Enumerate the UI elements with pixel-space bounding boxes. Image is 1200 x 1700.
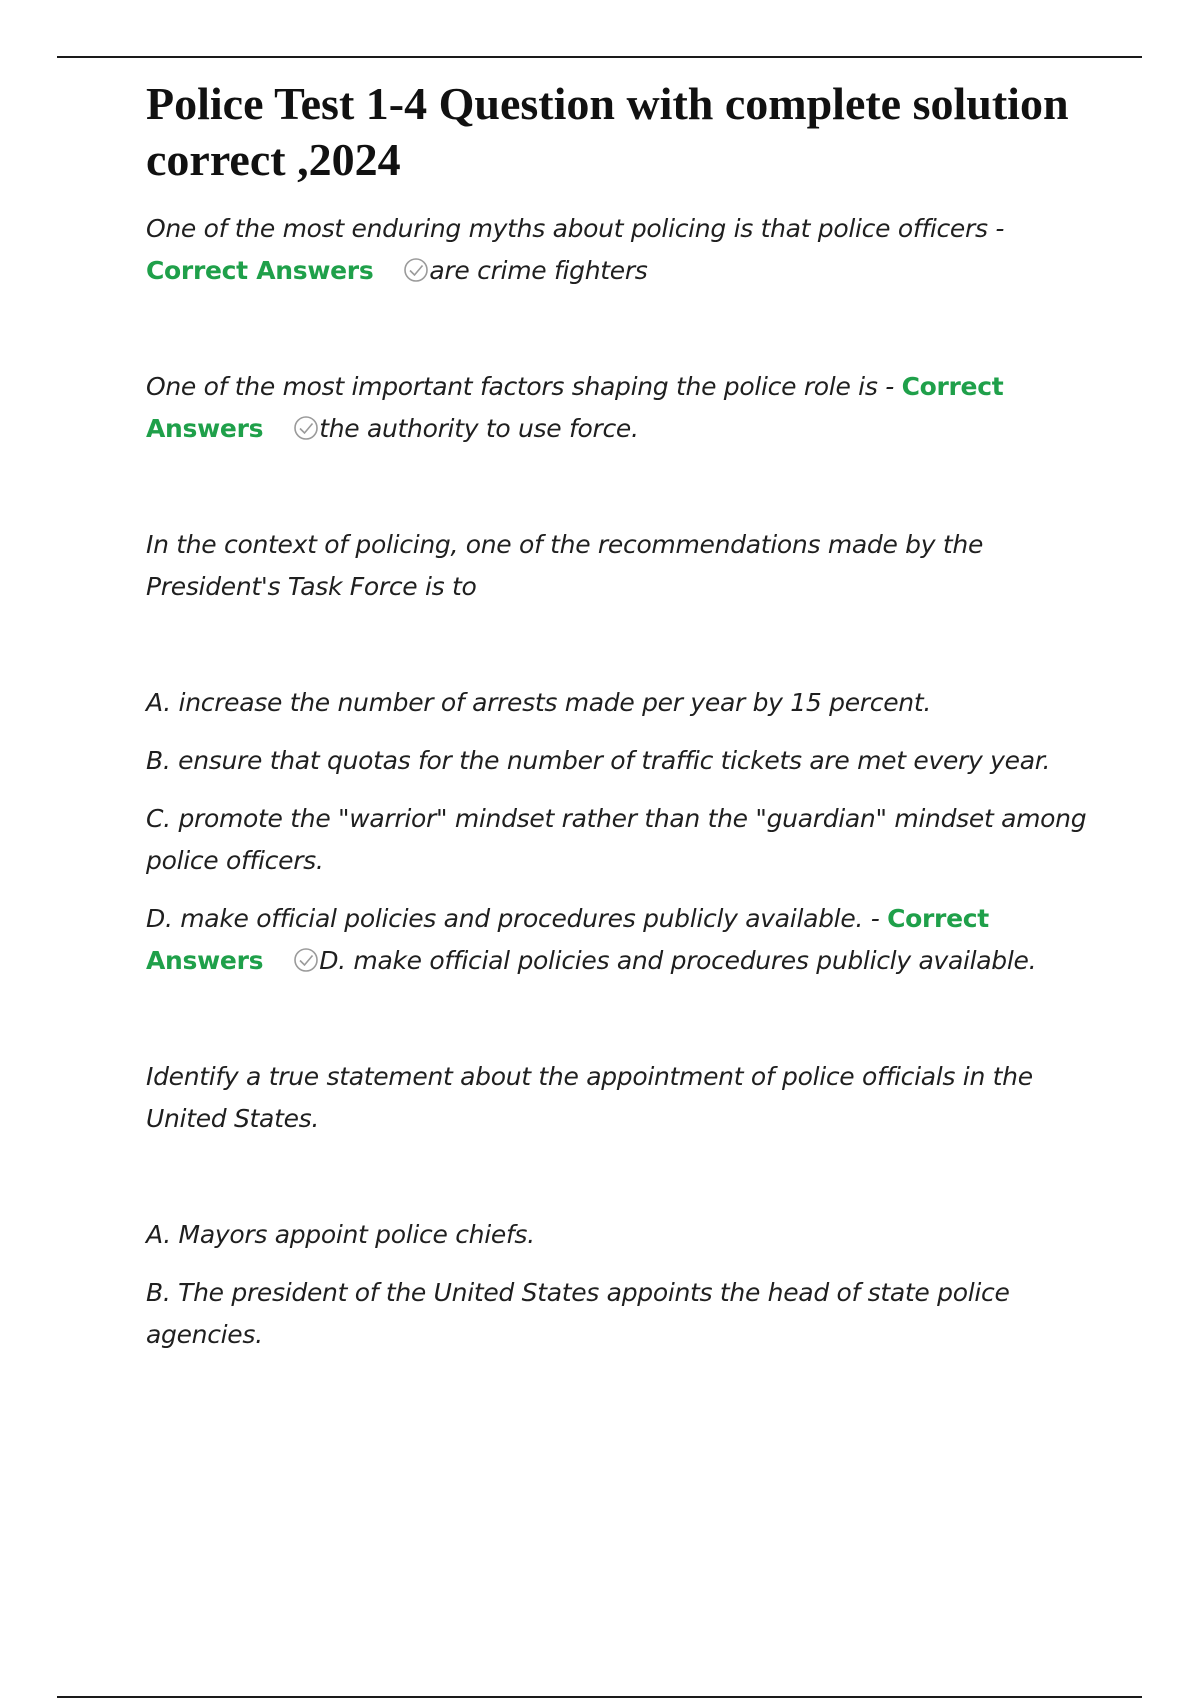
question-2-text: One of the most important factors shaping the police role is - bbox=[146, 372, 894, 401]
option-d bbox=[146, 898, 1096, 982]
option-b: B. The president of the United States appoints the head of state police agencies. bbox=[146, 1278, 1010, 1349]
check-circle-icon bbox=[403, 257, 429, 283]
correct-answers-label: Correct Answers bbox=[146, 256, 374, 285]
question-1 bbox=[146, 208, 1096, 292]
check-circle-icon bbox=[293, 415, 319, 441]
check-circle-icon bbox=[293, 947, 319, 973]
option-d-text: D. make official policies and procedures publicly available. - bbox=[146, 904, 880, 933]
correct-answers-label: Correct Answers bbox=[146, 904, 989, 975]
question-3-text: In the context of policing, one of the recommendations made by the President's Task Force is to bbox=[146, 530, 984, 601]
correct-answers-label: Correct Answers bbox=[146, 372, 1004, 443]
question-3-answer: D. make official policies and procedures publicly available. bbox=[319, 946, 1037, 975]
option-a: A. Mayors appoint police chiefs. bbox=[146, 1220, 535, 1249]
top-rule bbox=[57, 56, 1142, 58]
question-4-options bbox=[146, 1214, 1096, 1356]
question-2-answer: the authority to use force. bbox=[319, 414, 639, 443]
question-3-options bbox=[146, 682, 1096, 982]
option-b: B. ensure that quotas for the number of traffic tickets are met every year. bbox=[146, 746, 1051, 775]
option-c: C. promote the "warrior" mindset rather than the "guardian" mindset among police officers. bbox=[146, 804, 1087, 875]
document-title: Police Test 1-4 Question with complete solution correct ,2024 bbox=[146, 78, 1069, 185]
bottom-rule bbox=[57, 1696, 1142, 1698]
question-2 bbox=[146, 366, 1096, 450]
question-1-answer: are crime fighters bbox=[429, 256, 648, 285]
question-1-text: One of the most enduring myths about policing is that police officers - bbox=[146, 214, 1005, 243]
document-page bbox=[146, 76, 1096, 1372]
question-4-text: Identify a true statement about the appointment of police officials in the United States. bbox=[146, 1062, 1033, 1133]
option-a: A. increase the number of arrests made per year by 15 percent. bbox=[146, 688, 932, 717]
